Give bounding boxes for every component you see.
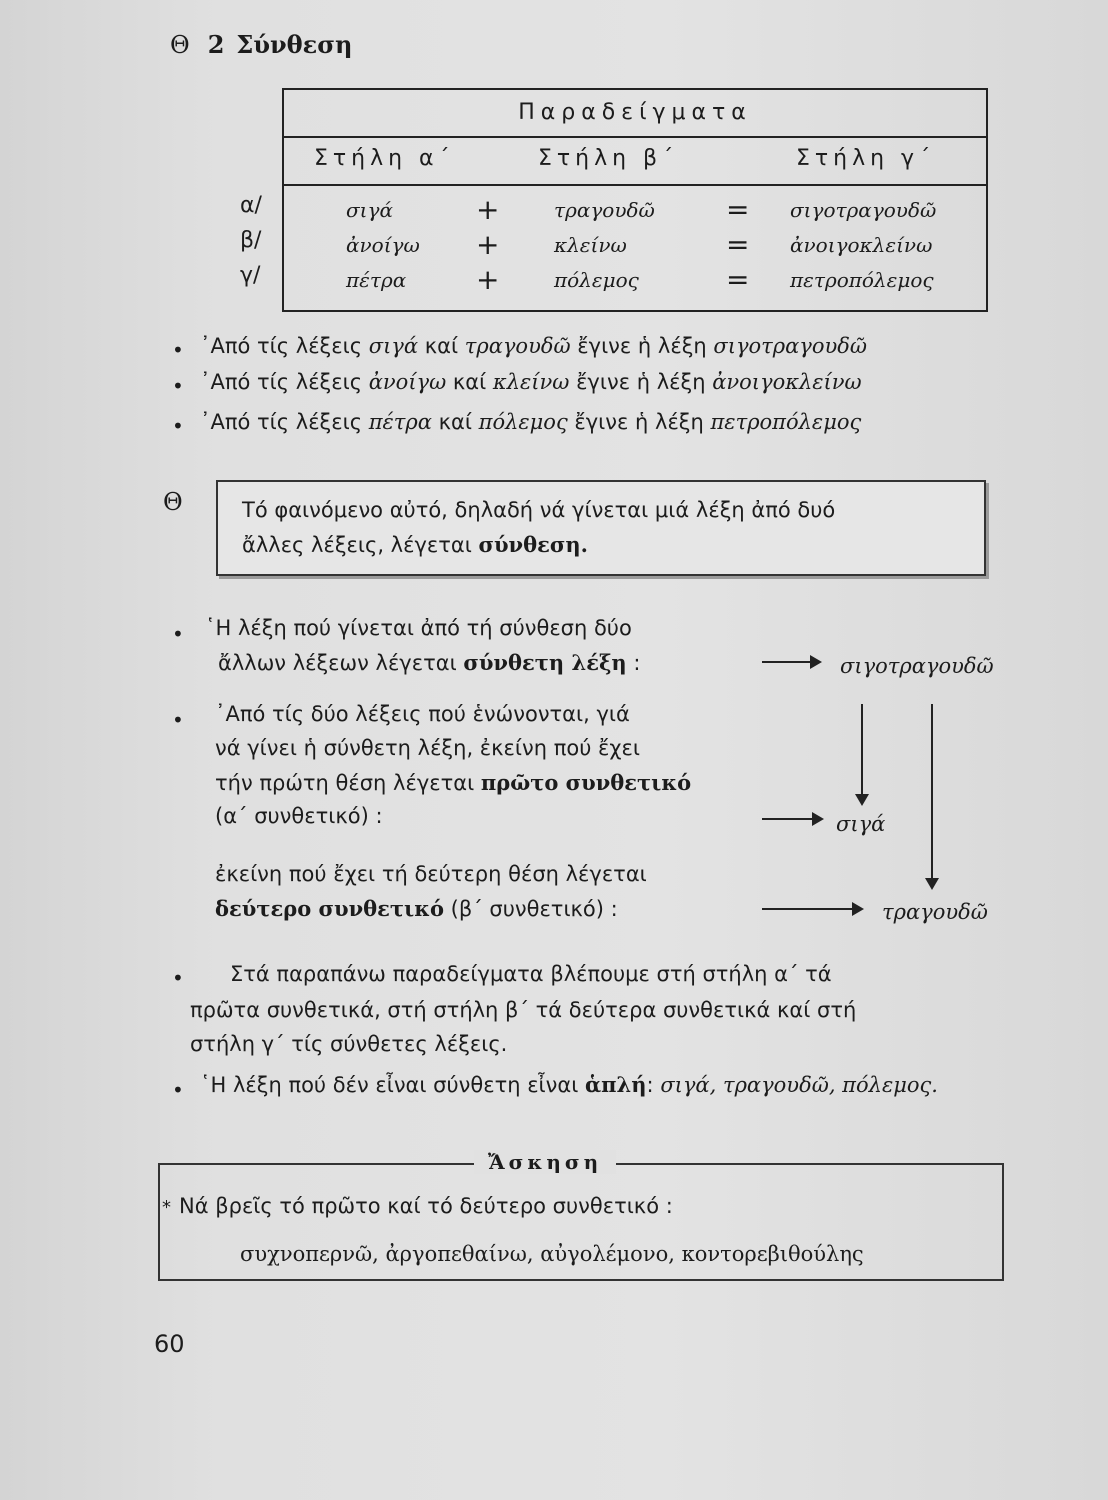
table-cell: πετροπόλεμος [790,268,934,292]
second-component-example: τραγουδῶ [882,900,988,924]
compound-line [218,650,640,675]
plus-sign: + [476,228,500,261]
exercise-title: Ἄσκηση [474,1150,616,1174]
table-cell: σιγά [346,198,393,222]
word: πετροπόλεμος [710,410,862,434]
table-cell: ἀνοίγω [346,233,420,257]
term: σύνθεση. [478,532,588,557]
word: πέτρα [368,410,432,434]
page-number: 60 [154,1330,185,1358]
text: τήν πρώτη θέση λέγεται [215,771,481,795]
definition-line [242,532,588,557]
text: ᾿Από τίς λέξεις [200,410,369,434]
section-heading [170,30,352,59]
bullet: • [172,338,184,362]
equals-sign: = [726,263,750,296]
word: ἀνοιγοκλείνω [712,370,862,394]
examples-table [282,88,988,312]
text: ἄλλων λέξεων λέγεται [218,651,464,675]
summary-line: πρῶτα συνθετικά, στή στήλη β΄ τά δεύτερα συνθετικά καί στή [190,998,857,1022]
example-sentence [200,334,867,358]
right-arrow-icon [762,818,822,820]
first-component-line: ᾿Από τίς δύο λέξεις πού ἑνώνονται, γιά [215,702,630,726]
word: σιγά [368,334,419,358]
definition-line: Τό φαινόμενο αὐτό, δηλαδή νά γίνεται μιά λέξη ἀπό δυό [242,498,836,522]
compound-line: ῾Η λέξη πού γίνεται ἀπό τή σύνθεση δύο [205,616,632,640]
exercise-instruction [162,1194,673,1218]
text: : [646,1073,661,1097]
theta-symbol: Θ [170,31,190,59]
definition-box [216,480,986,576]
down-arrow-icon [931,704,933,888]
text: : [626,651,641,675]
text: Νά βρεῖς τό πρῶτο καί τό δεύτερο συνθετικό : [179,1194,673,1218]
text: ῾Η λέξη πού δέν εἶναι σύνθετη εἶναι [200,1073,586,1097]
section-title: Σύνθεση [236,30,353,59]
down-arrow-icon [861,704,863,804]
bullet: • [172,708,184,732]
table-cell: σιγοτραγουδῶ [790,198,937,222]
plus-sign: + [476,263,500,296]
second-component-line [215,896,618,921]
text: (β΄ συνθετικό) : [443,897,618,921]
bullet: • [172,1078,184,1102]
text: ἔγινε ἡ λέξη [570,334,714,358]
summary-line: στήλη γ΄ τίς σύνθετες λέξεις. [190,1032,508,1056]
exercise-words: συχνοπερνῶ, ἀργοπεθαίνω, αὐγολέμονο, κοντορεβιθούλης [240,1242,864,1266]
plus-sign: + [476,193,500,226]
text: ἄλλες λέξεις, λέγεται [242,533,479,557]
word: σιγοτραγουδῶ [713,334,868,358]
summary-line: Στά παραπάνω παραδείγματα βλέπουμε στή στήλη α΄ τά [230,962,832,986]
equals-sign: = [726,193,750,226]
word: κλείνω [492,370,570,394]
word: τραγουδῶ [464,334,571,358]
first-component-line: (α΄ συνθετικό) : [215,804,383,828]
examples: σιγά, τραγουδῶ, πόλεμος. [660,1073,938,1097]
text: ᾿Από τίς λέξεις [200,334,369,358]
table-cell: πόλεμος [554,268,639,292]
example-sentence [200,370,862,394]
term: πρῶτο συνθετικό [480,770,692,795]
first-component-example: σιγά [836,812,886,836]
column-header-a: Στήλη α΄ [314,146,455,171]
equals-sign: = [726,228,750,261]
row-label-a: α/ [240,193,262,218]
simple-word-line [200,1072,938,1097]
term: ἁπλή [585,1072,647,1097]
text: ᾿Από τίς λέξεις [200,370,369,394]
bullet: • [172,414,184,438]
table-caption: Παραδείγματα [518,100,752,125]
section-number: 2 [207,30,225,59]
table-divider [284,184,986,186]
star-icon: * [162,1197,171,1218]
text: καί [431,410,479,434]
right-arrow-icon [762,661,820,663]
bullet: • [172,966,184,990]
compound-example: σιγοτραγουδῶ [840,654,994,678]
example-sentence [200,410,861,434]
first-component-line [215,770,691,795]
table-cell: κλείνω [554,233,627,257]
table-cell: ἀνοιγοκλείνω [790,233,933,257]
column-header-b: Στήλη β΄ [538,146,679,171]
text: καί [418,334,465,358]
text: καί [446,370,493,394]
table-cell: τραγουδῶ [554,198,655,222]
bullet: • [172,622,184,646]
bullet: • [172,374,184,398]
word: ἀνοίγω [368,370,447,394]
row-label-c: γ/ [240,263,261,288]
table-cell: πέτρα [346,268,407,292]
table-divider [284,136,986,138]
theta-symbol: Θ [163,488,183,516]
term: σύνθετη λέξη [463,650,627,675]
first-component-line: νά γίνει ἡ σύνθετη λέξη, ἐκείνη πού ἔχει [215,736,640,760]
term: δεύτερο συνθετικό [215,896,444,921]
text: ἔγινε ἡ λέξη [569,370,713,394]
word: πόλεμος [478,410,568,434]
second-component-line: ἐκείνη πού ἔχει τή δεύτερη θέση λέγεται [215,862,647,886]
row-label-b: β/ [240,228,262,253]
text: ἔγινε ἡ λέξη [567,410,711,434]
column-header-c: Στήλη γ΄ [796,146,936,171]
right-arrow-icon [762,908,862,910]
